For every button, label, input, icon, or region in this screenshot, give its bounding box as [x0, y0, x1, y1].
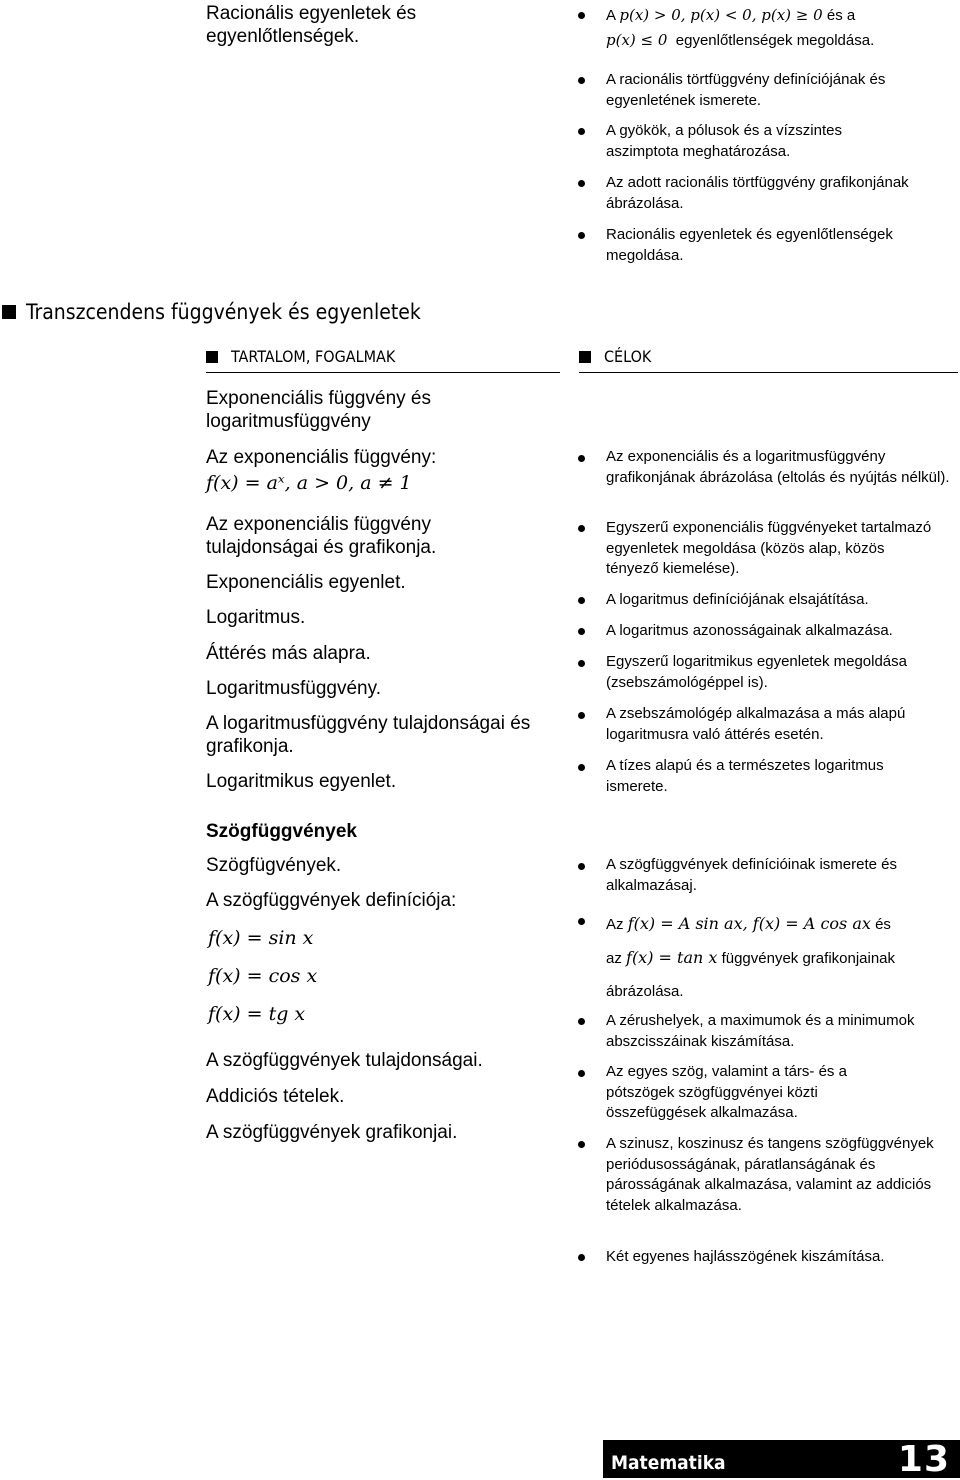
goal-item: Egyszerű logaritmikus egyenletek megoldása (zsebszámológéppel is). — [606, 653, 907, 691]
bullet — [578, 597, 585, 604]
goal-item: Az adott racionális törtfüggvény grafikonjának ábrázolása. — [606, 174, 909, 212]
bullet — [578, 77, 585, 84]
footer-bar — [603, 1440, 960, 1478]
col-header-goals: CÉLOK — [579, 347, 651, 366]
section-title-text: Transzcendens függvények és egyenletek — [26, 300, 421, 324]
expo-def-label: Az exponenciális függvény: — [206, 447, 437, 468]
goal-item: Az exponenciális és a logaritmusfüggvény grafikonjának ábrázolása (eltolás és nyújtás nélkül). — [606, 448, 950, 486]
bullet — [578, 863, 585, 870]
expo-item: Logaritmusfüggvény. — [206, 678, 381, 699]
expo-def-formula: f(x) = aˣ, a > 0, a ≠ 1 — [206, 472, 412, 494]
bullet — [578, 1018, 585, 1025]
bullet — [578, 1141, 585, 1148]
trig-item: Addiciós tételek. — [206, 1086, 345, 1107]
trig-def-label: A szögfüggvények definíciója: — [206, 890, 457, 911]
bullet — [578, 1254, 585, 1261]
divider — [206, 372, 560, 373]
bullet — [578, 128, 585, 135]
bullet — [578, 918, 585, 925]
bullet — [578, 628, 585, 635]
page-number: 13 — [897, 1438, 950, 1480]
trig-item: A szögfüggvények grafikonjai. — [206, 1122, 458, 1143]
goal-item: A szinusz, koszinusz és tangens szögfüggvények periódusosságának, páratlanságának és párosságának alkalmazása, valamint az addiciós tételek alkalmazása. — [606, 1135, 934, 1214]
bullet — [578, 764, 585, 771]
footer-label: Matematika — [611, 1452, 726, 1474]
expo-item: Logaritmus. — [206, 607, 306, 628]
goal-item: Két egyenes hajlásszögének kiszámítása. — [606, 1248, 885, 1265]
expo-item: Az exponenciális függvény tulajdonságai és grafikonja. — [206, 514, 437, 558]
expo-item: Exponenciális egyenlet. — [206, 572, 406, 593]
trig-formula-sin: f(x) = sin x — [208, 927, 314, 949]
goal-item: A tízes alapú és a természetes logaritmus ismerete. — [606, 757, 884, 795]
goal-item: A logaritmus definíciójának elsajátítása. — [606, 591, 869, 608]
square-bullet-icon — [2, 305, 16, 319]
trig-item: Szögfügvények. — [206, 855, 342, 876]
goal-item: A zsebszámológép alkalmazása a más alapú logaritmusra való áttérés esetén. — [606, 705, 906, 743]
goal-graphs: Az f(x) = A sin ax, f(x) = A cos ax és az f(x) = tan x függvények grafikonjainak ábrázolása. — [606, 914, 896, 1000]
bullet — [578, 1070, 585, 1077]
col-header-content: TARTALOM, FOGALMAK — [206, 347, 395, 366]
trig-formula-cos: f(x) = cos x — [208, 965, 318, 987]
expo-item: Logaritmikus egyenlet. — [206, 771, 397, 792]
bullet — [578, 712, 585, 719]
bullet — [578, 180, 585, 187]
goal-item: A zérushelyek, a maximumok és a minimumok abszcisszáinak kiszámítása. — [606, 1012, 915, 1050]
bullet — [578, 455, 585, 462]
goal-item: Az egyes szög, valamint a társ- és a pótszögek szögfüggvényei közti összefüggések alkalmazása. — [606, 1063, 847, 1121]
bullet — [578, 525, 585, 532]
expo-item: Áttérés más alapra. — [206, 643, 371, 664]
square-bullet-icon — [206, 351, 218, 363]
goal-item: A szögfüggvények definícióinak ismerete és alkalmazásaj. — [606, 856, 897, 894]
goal-item: Racionális egyenletek és egyenlőtlenségek megoldása. — [606, 226, 893, 264]
goal-item: A logaritmus azonosságainak alkalmazása. — [606, 622, 893, 639]
topic-rational: Racionális egyenletek és egyenlőtlenségek. — [206, 3, 417, 47]
goal-item: A racionális törtfüggvény definíciójának és egyenletének ismerete. — [606, 71, 886, 109]
section-title — [2, 300, 421, 324]
goal-item: A gyökök, a pólusok és a vízszintes aszimptota meghatározása. — [606, 122, 842, 160]
trig-formula-tg: f(x) = tg x — [208, 1003, 306, 1025]
goal-inequalities: A p(x) > 0, p(x) < 0, p(x) ≥ 0 és a p(x) ≤ 0 egyenlőtlenségek megoldása. — [606, 6, 875, 49]
bullet — [578, 660, 585, 667]
expo-heading: Exponenciális függvény és logaritmusfüggvény — [206, 388, 431, 432]
trig-heading: Szögfüggvények — [206, 821, 357, 842]
trig-item: A szögfüggvények tulajdonságai. — [206, 1050, 483, 1071]
goal-item: Egyszerű exponenciális függvényeket tartalmazó egyenletek megoldása (közös alap, közös tényező kiemelése). — [606, 519, 932, 577]
square-bullet-icon — [579, 351, 591, 363]
bullet — [578, 232, 585, 239]
divider — [579, 372, 958, 373]
expo-item: A logaritmusfüggvény tulajdonságai és grafikonja. — [206, 713, 531, 757]
bullet — [578, 12, 585, 19]
